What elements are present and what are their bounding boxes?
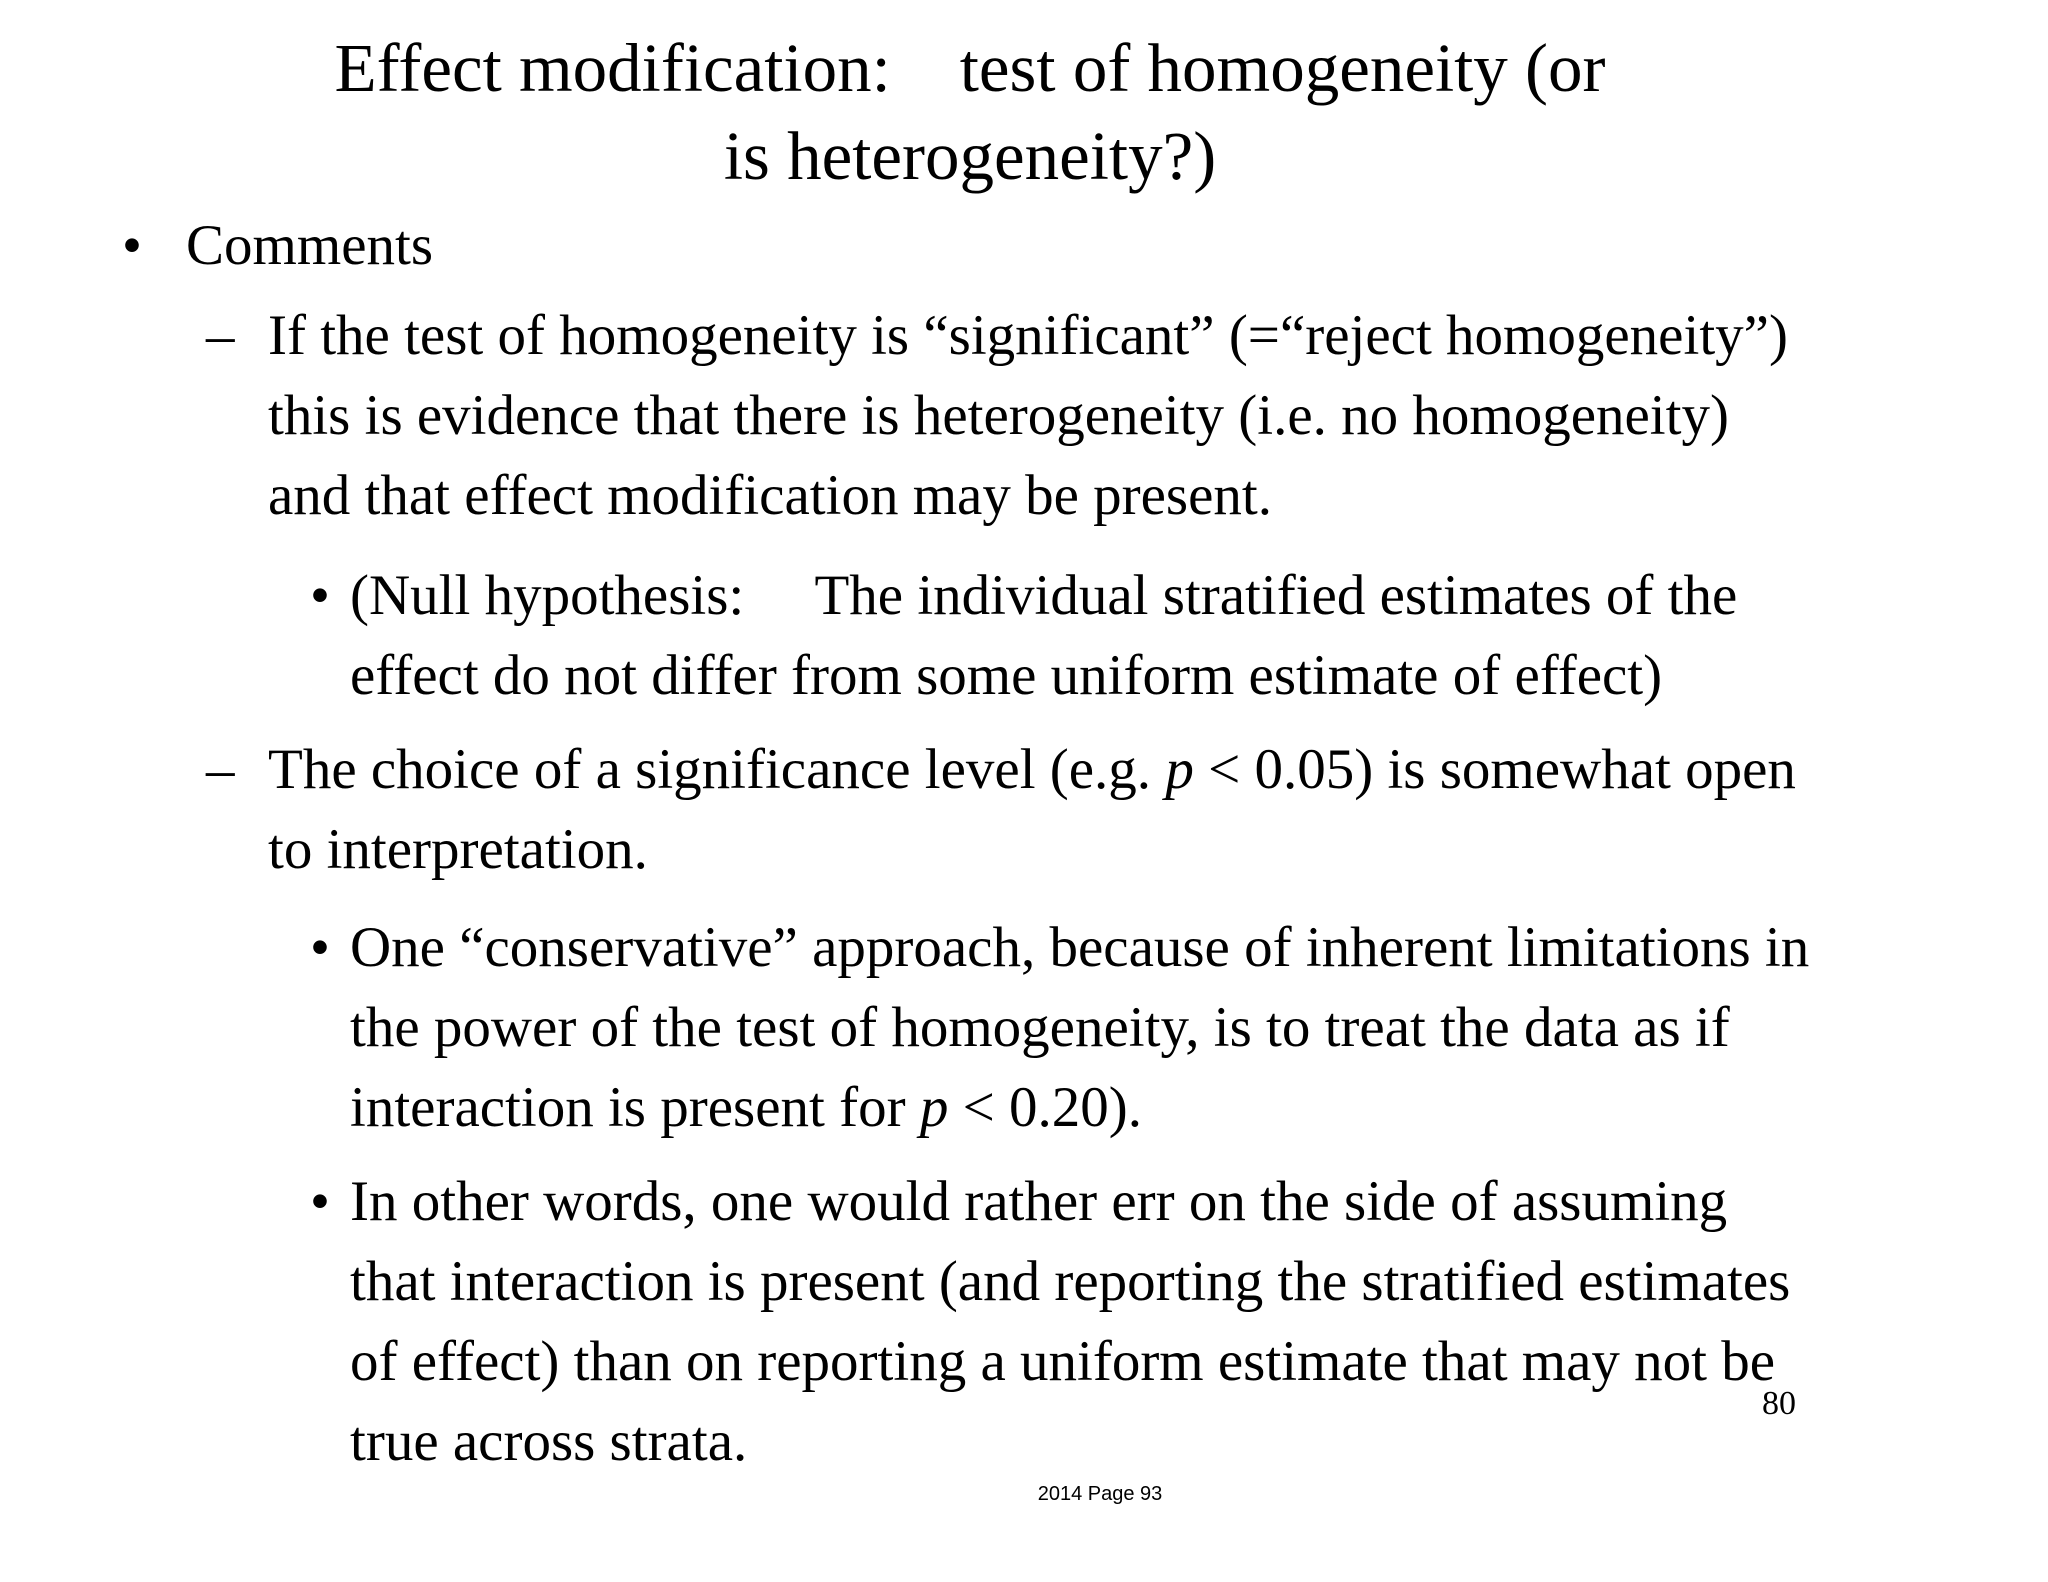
sub-bullet-line: and that effect modification may be present.	[268, 464, 1272, 527]
conservative-approach-note	[350, 908, 1809, 1148]
p-variable: p	[1165, 738, 1194, 801]
null-hypothesis-line: effect do not differ from some uniform estimate of effect)	[350, 644, 1663, 707]
slide-title	[300, 24, 1640, 200]
other-words-line: true across strata.	[350, 1410, 748, 1473]
bullet-comments: Comments	[186, 214, 434, 277]
sub-bullet-significance-level	[268, 730, 1796, 890]
slide-title-line-1: Effect modification: test of homogeneity (or	[334, 30, 1606, 106]
null-hypothesis-line: (Null hypothesis: The individual stratified estimates of the	[350, 564, 1738, 627]
slide-number: 80	[1762, 1385, 1796, 1422]
other-words-line: of effect) than on reporting a uniform estimate that may not be	[350, 1330, 1776, 1393]
text-segment: The choice of a significance level (e.g.	[268, 738, 1166, 801]
dash-marker-1: –	[206, 304, 235, 367]
other-words-note	[350, 1162, 1790, 1482]
p-variable: p	[919, 1076, 949, 1139]
page-footer: 2014 Page 93	[1037, 1483, 1163, 1505]
other-words-line: In other words, one would rather err on the side of assuming	[350, 1170, 1728, 1233]
significance-line-2: to interpretation.	[268, 818, 648, 881]
sub-bullet-line: If the test of homogeneity is “significant” (=“reject homogeneity”)	[268, 304, 1788, 367]
sub-bullet-homogeneity-test	[268, 296, 1788, 536]
dash-marker-2: –	[206, 738, 235, 801]
text-segment: < 0.20).	[948, 1076, 1142, 1139]
dot-marker-3: •	[310, 1170, 330, 1233]
sub-bullet-line: this is evidence that there is heterogeneity (i.e. no homogeneity)	[268, 384, 1729, 447]
bullet-marker: •	[122, 214, 142, 277]
conservative-line-2: the power of the test of homogeneity, is to treat the data as if	[350, 996, 1730, 1059]
dot-marker-2: •	[310, 916, 330, 979]
dot-marker-1: •	[310, 564, 330, 627]
other-words-line: that interaction is present (and reporting the stratified estimates	[350, 1250, 1791, 1313]
significance-line-1	[268, 730, 1796, 810]
conservative-line-1: One “conservative” approach, because of inherent limitations in	[350, 916, 1810, 979]
conservative-line-3	[350, 1068, 1809, 1148]
text-segment: interaction is present for	[350, 1076, 920, 1139]
null-hypothesis-note	[350, 556, 1737, 716]
text-segment: < 0.05) is somewhat open	[1193, 738, 1796, 801]
slide-title-line-2: is heterogeneity?)	[723, 118, 1217, 194]
